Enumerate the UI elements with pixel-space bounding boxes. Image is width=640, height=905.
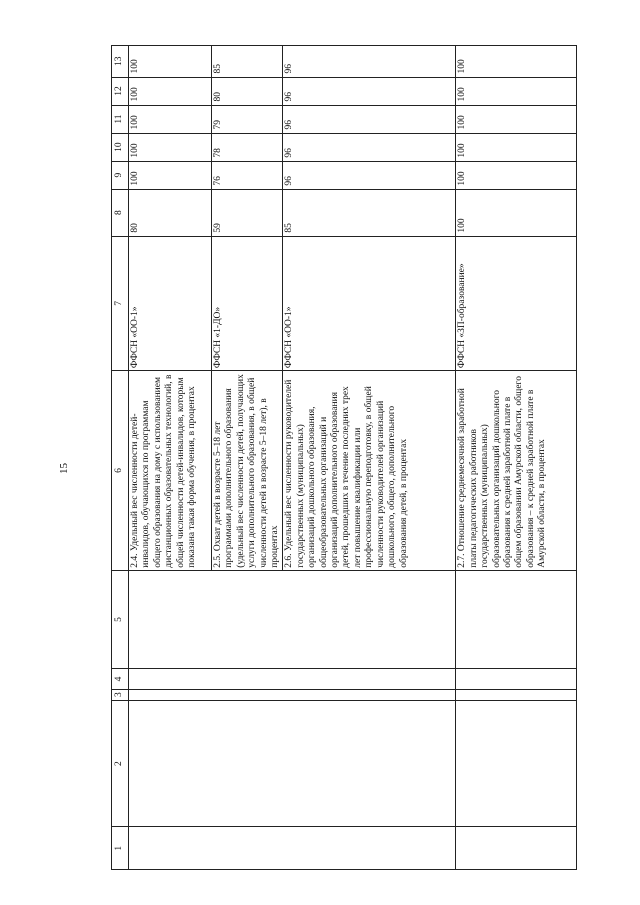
value-cell: 80 — [129, 189, 212, 236]
source-cell: ФФСН «ЗП-образование» — [456, 236, 577, 371]
column-header: 10 — [112, 133, 129, 161]
indicator-cell: 2.7. Отношение среднемесячной заработной платы педагогических работников государственных (муниципальных) образовательных организаций дошкольного образования к средней заработной плате в общем образовании Амурской области, общего образования – к средней заработной плате в Амурской области, в процентах — [456, 371, 577, 571]
value-cell: 100 — [456, 46, 577, 78]
value-cell: 96 — [283, 133, 456, 161]
value-cell: 59 — [212, 189, 283, 236]
column-header: 9 — [112, 161, 129, 189]
empty-cell — [129, 827, 456, 870]
value-cell: 96 — [283, 46, 456, 78]
value-cell: 100 — [456, 77, 577, 105]
value-cell: 100 — [456, 133, 577, 161]
value-cell: 100 — [456, 189, 577, 236]
value-cell: 96 — [283, 161, 456, 189]
column-header: 12 — [112, 77, 129, 105]
value-cell: 76 — [212, 161, 283, 189]
column-header: 5 — [112, 570, 129, 669]
header-row — [112, 46, 129, 870]
value-cell: 100 — [129, 77, 212, 105]
column-header: 6 — [112, 371, 129, 571]
source-cell: ФФСН «ОО-1» — [129, 236, 212, 371]
column-header: 3 — [112, 689, 129, 700]
empty-cell — [456, 669, 577, 689]
empty-cell — [456, 827, 577, 870]
value-cell: 100 — [456, 161, 577, 189]
table-row — [456, 46, 577, 870]
indicators-table — [111, 45, 577, 870]
empty-cell — [456, 700, 577, 827]
table-row — [129, 46, 212, 870]
value-cell: 100 — [129, 133, 212, 161]
empty-cell — [129, 570, 456, 669]
empty-cell — [129, 669, 456, 689]
empty-cell — [456, 689, 577, 700]
value-cell: 79 — [212, 105, 283, 133]
column-header: 11 — [112, 105, 129, 133]
value-cell: 100 — [129, 46, 212, 78]
indicator-cell: 2.5. Охват детей в возрасте 5–18 лет программами дополнительного образования (удельный вес численности детей, получающих услуги дополнительного образования, в общей численности детей в возрасте 5–18 лет), в процентах — [212, 371, 283, 571]
source-cell: ФФСН «ОО-1» — [283, 236, 456, 371]
rotated-table-container — [111, 45, 585, 870]
value-cell: 85 — [283, 189, 456, 236]
value-cell: 78 — [212, 133, 283, 161]
column-header: 4 — [112, 669, 129, 689]
value-cell: 85 — [212, 46, 283, 78]
source-cell: ФФСН «1-ДО» — [212, 236, 283, 371]
column-header: 2 — [112, 700, 129, 827]
empty-cell — [129, 700, 456, 827]
value-cell: 96 — [283, 77, 456, 105]
value-cell: 100 — [129, 161, 212, 189]
indicator-cell: 2.6. Удельный вес численности руководителей государственных (муниципальных) организаций дошкольного образования, общеобразовательных организаций и организаций дополнительного образования детей, прошедших в течение последних трех лет повышение квалификации или профессиональную переподготовку, в общей численности руководителей организаций дошкольного, общего, дополнительного образования детей, в процентах — [283, 371, 456, 571]
indicator-cell: 2.4. Удельный вес численности детей-инвалидов, обучающихся по программам общего образования на дому с использованием дистанционных образовательных технологий, в общей численности детей-инвалидов, которым показана такая форма обучения, в процентах — [129, 371, 212, 571]
column-header: 13 — [112, 46, 129, 78]
page-number: 15 — [58, 463, 70, 474]
value-cell: 80 — [212, 77, 283, 105]
empty-cell — [456, 570, 577, 669]
column-header: 1 — [112, 827, 129, 870]
value-cell: 100 — [456, 105, 577, 133]
value-cell: 96 — [283, 105, 456, 133]
empty-cell — [129, 689, 456, 700]
column-header: 8 — [112, 189, 129, 236]
column-header: 7 — [112, 236, 129, 371]
value-cell: 100 — [129, 105, 212, 133]
